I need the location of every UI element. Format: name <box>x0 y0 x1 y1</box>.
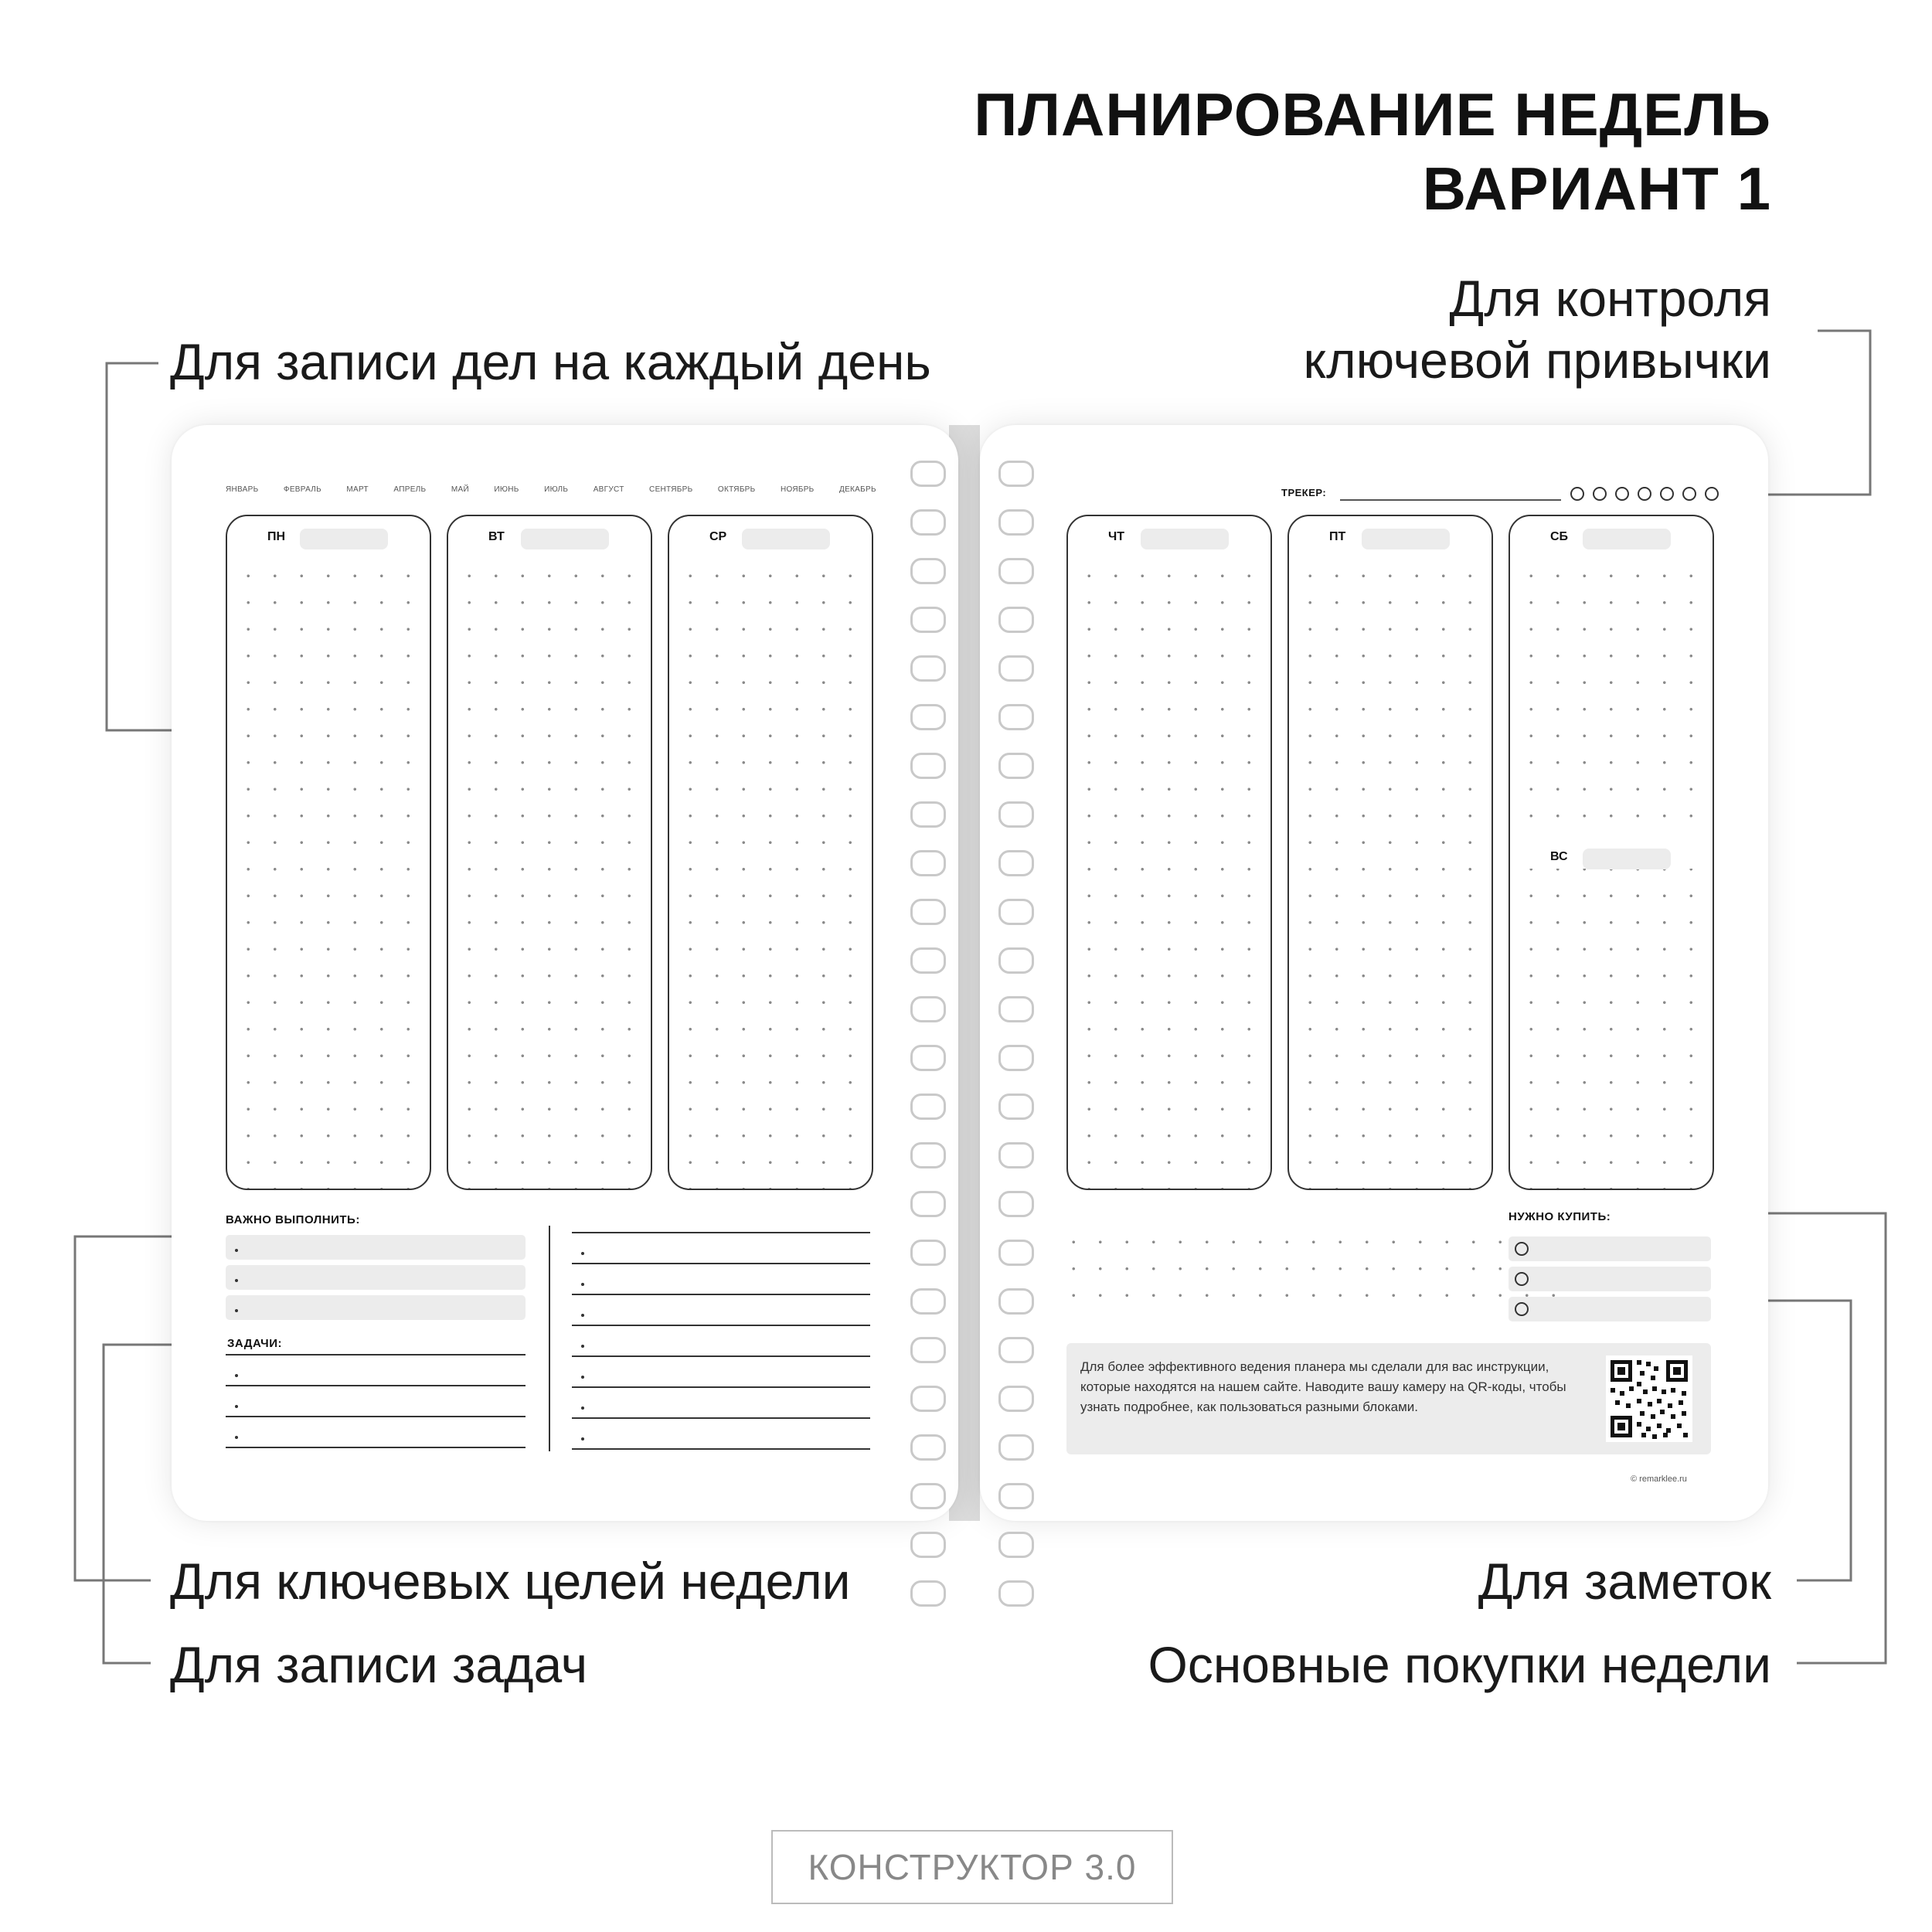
tracker-circle[interactable] <box>1705 487 1719 501</box>
shopping-row[interactable] <box>1509 1297 1711 1321</box>
day-box-thu[interactable] <box>1066 515 1272 1190</box>
spiral-ring <box>998 655 1034 682</box>
callout-daily: Для записи дел на каждый день <box>170 333 931 390</box>
day-label-tue: ВТ <box>488 530 505 543</box>
spiral-ring <box>910 607 946 633</box>
extra-line-row[interactable] <box>572 1326 870 1357</box>
spiral-ring <box>998 1386 1034 1412</box>
task-row[interactable] <box>226 1386 526 1417</box>
task-row[interactable] <box>226 1355 526 1386</box>
tracker-circles <box>1570 487 1719 501</box>
important-row[interactable] <box>226 1265 526 1290</box>
checkbox-circle[interactable] <box>1515 1272 1529 1286</box>
spiral-ring <box>910 850 946 876</box>
shopping-row[interactable] <box>1509 1236 1711 1261</box>
day-box-sat-sun[interactable] <box>1509 515 1714 1190</box>
spiral-rings-right <box>998 461 1034 1607</box>
extra-line-row[interactable] <box>572 1357 870 1388</box>
callout-habit-line-1: Для контроля <box>1449 270 1771 327</box>
callout-notes: Для заметок <box>1478 1553 1771 1610</box>
important-list <box>226 1235 526 1320</box>
month-jun[interactable]: ИЮНЬ <box>494 485 519 494</box>
spiral-ring <box>998 461 1034 487</box>
spiral-ring <box>998 1240 1034 1266</box>
spiral-ring <box>998 558 1034 584</box>
date-field-thu[interactable] <box>1141 529 1229 549</box>
qr-code-graphic <box>1606 1355 1692 1442</box>
spiral-ring <box>910 558 946 584</box>
month-nov[interactable]: НОЯБРЬ <box>780 485 815 494</box>
date-field-tue[interactable] <box>521 529 609 549</box>
spiral-ring <box>910 947 946 974</box>
spiral-ring <box>910 801 946 828</box>
month-oct[interactable]: ОКТЯБРЬ <box>717 485 756 494</box>
spiral-ring <box>998 1191 1034 1217</box>
tracker-circle[interactable] <box>1615 487 1629 501</box>
day-label-wed: СР <box>709 530 727 543</box>
month-mar[interactable]: МАРТ <box>346 485 369 494</box>
left-page <box>172 425 958 1521</box>
callout-tasks: Для записи задач <box>170 1636 588 1693</box>
checkbox-circle[interactable] <box>1515 1302 1529 1316</box>
tracker-circle[interactable] <box>1593 487 1607 501</box>
extra-line-row[interactable] <box>572 1295 870 1326</box>
tracker-line[interactable] <box>1340 499 1561 501</box>
info-text: Для более эффективного ведения планера мы сделали для вас инструкции, которые находятся на нашем сайте. Наводите вашу камеру на QR-коды, чтобы узнать подробнее, как пользоваться разными блоками. <box>1080 1359 1566 1414</box>
column-divider <box>549 1226 550 1451</box>
day-label-sun: ВС <box>1550 850 1568 863</box>
shopping-label: НУЖНО КУПИТЬ: <box>1509 1210 1611 1223</box>
spiral-ring <box>910 1386 946 1412</box>
spiral-ring <box>910 1045 946 1071</box>
month-apr[interactable]: АПРЕЛЬ <box>393 485 427 494</box>
day-box-fri[interactable] <box>1287 515 1493 1190</box>
spiral-ring <box>998 1337 1034 1363</box>
tracker-circle[interactable] <box>1682 487 1696 501</box>
spiral-ring <box>910 753 946 779</box>
notes-dot-grid[interactable] <box>1060 1229 1555 1318</box>
month-selector <box>226 485 876 494</box>
spiral-ring <box>910 996 946 1022</box>
spiral-ring <box>998 899 1034 925</box>
date-field-fri[interactable] <box>1362 529 1450 549</box>
title-line-1: ПЛАНИРОВАНИЕ НЕДЕЛЬ <box>974 80 1771 148</box>
extra-line-row[interactable] <box>572 1419 870 1450</box>
spiral-ring <box>910 461 946 487</box>
checkbox-circle[interactable] <box>1515 1242 1529 1256</box>
day-box-mon[interactable] <box>226 515 431 1190</box>
spiral-ring <box>998 996 1034 1022</box>
spiral-ring <box>998 753 1034 779</box>
date-field-sat[interactable] <box>1583 529 1671 549</box>
tracker-label: ТРЕКЕР: <box>1281 487 1327 498</box>
spiral-ring <box>910 1337 946 1363</box>
spiral-ring <box>998 1532 1034 1558</box>
callout-habit-line-2: ключевой привычки <box>1303 332 1771 389</box>
spiral-ring <box>998 850 1034 876</box>
month-dec[interactable]: ДЕКАБРЬ <box>839 485 876 494</box>
date-field-mon[interactable] <box>300 529 388 549</box>
spiral-ring <box>998 509 1034 536</box>
spiral-ring <box>910 1288 946 1315</box>
month-may[interactable]: МАЙ <box>451 485 469 494</box>
day-label-sat: СБ <box>1550 530 1569 543</box>
task-row[interactable] <box>226 1417 526 1448</box>
spiral-ring <box>910 1483 946 1509</box>
tracker-circle[interactable] <box>1660 487 1674 501</box>
spiral-ring <box>910 704 946 730</box>
month-feb[interactable]: ФЕВРАЛЬ <box>283 485 321 494</box>
day-box-tue[interactable] <box>447 515 652 1190</box>
qr-code-icon[interactable] <box>1606 1355 1692 1442</box>
extra-lines-list <box>572 1232 870 1450</box>
extra-line-row[interactable] <box>572 1233 870 1264</box>
shopping-list <box>1509 1236 1711 1321</box>
tracker-circle[interactable] <box>1570 487 1584 501</box>
spiral-rings-left <box>910 461 946 1607</box>
important-row[interactable] <box>226 1295 526 1320</box>
spiral-ring <box>910 1240 946 1266</box>
extra-line-row[interactable] <box>572 1388 870 1419</box>
info-box <box>1066 1343 1711 1454</box>
tracker-circle[interactable] <box>1638 487 1651 501</box>
day-box-wed[interactable] <box>668 515 873 1190</box>
extra-line-row[interactable] <box>572 1264 870 1295</box>
date-field-sun[interactable] <box>1583 849 1671 869</box>
important-row[interactable] <box>226 1235 526 1260</box>
spiral-ring <box>998 801 1034 828</box>
tasks-list <box>226 1354 526 1448</box>
spiral-ring <box>998 704 1034 730</box>
day-label-thu: ЧТ <box>1108 530 1125 543</box>
spiral-ring <box>910 899 946 925</box>
month-jan[interactable]: ЯНВАРЬ <box>226 485 259 494</box>
spiral-ring <box>910 1532 946 1558</box>
right-page <box>980 425 1768 1521</box>
spiral-ring <box>910 509 946 536</box>
footer-badge: КОНСТРУКТОР 3.0 <box>771 1830 1173 1904</box>
callout-goals: Для ключевых целей недели <box>170 1553 851 1610</box>
title-line-2: ВАРИАНТ 1 <box>1422 155 1771 223</box>
spiral-ring <box>998 1483 1034 1509</box>
spiral-ring <box>998 1288 1034 1315</box>
day-label-fri: ПТ <box>1329 530 1346 543</box>
spiral-ring <box>910 1094 946 1120</box>
shopping-row[interactable] <box>1509 1267 1711 1291</box>
spiral-ring <box>998 1434 1034 1461</box>
copyright: © remarklee.ru <box>1631 1475 1687 1484</box>
spiral-ring <box>910 1434 946 1461</box>
spiral-ring <box>998 607 1034 633</box>
spiral-ring <box>910 1580 946 1607</box>
spiral-ring <box>998 1142 1034 1168</box>
spiral-ring <box>998 1580 1034 1607</box>
month-jul[interactable]: ИЮЛЬ <box>544 485 569 494</box>
month-aug[interactable]: АВГУСТ <box>593 485 624 494</box>
month-sep[interactable]: СЕНТЯБРЬ <box>649 485 693 494</box>
spiral-ring <box>998 947 1034 974</box>
date-field-wed[interactable] <box>742 529 830 549</box>
spiral-ring <box>910 1191 946 1217</box>
spiral-ring <box>998 1094 1034 1120</box>
callout-purchases: Основные покупки недели <box>1148 1636 1771 1693</box>
important-label: ВАЖНО ВЫПОЛНИТЬ: <box>226 1213 360 1226</box>
spiral-ring <box>998 1045 1034 1071</box>
tasks-label: ЗАДАЧИ: <box>227 1337 282 1350</box>
spiral-ring <box>910 1142 946 1168</box>
day-label-mon: ПН <box>267 530 286 543</box>
spiral-ring <box>910 655 946 682</box>
